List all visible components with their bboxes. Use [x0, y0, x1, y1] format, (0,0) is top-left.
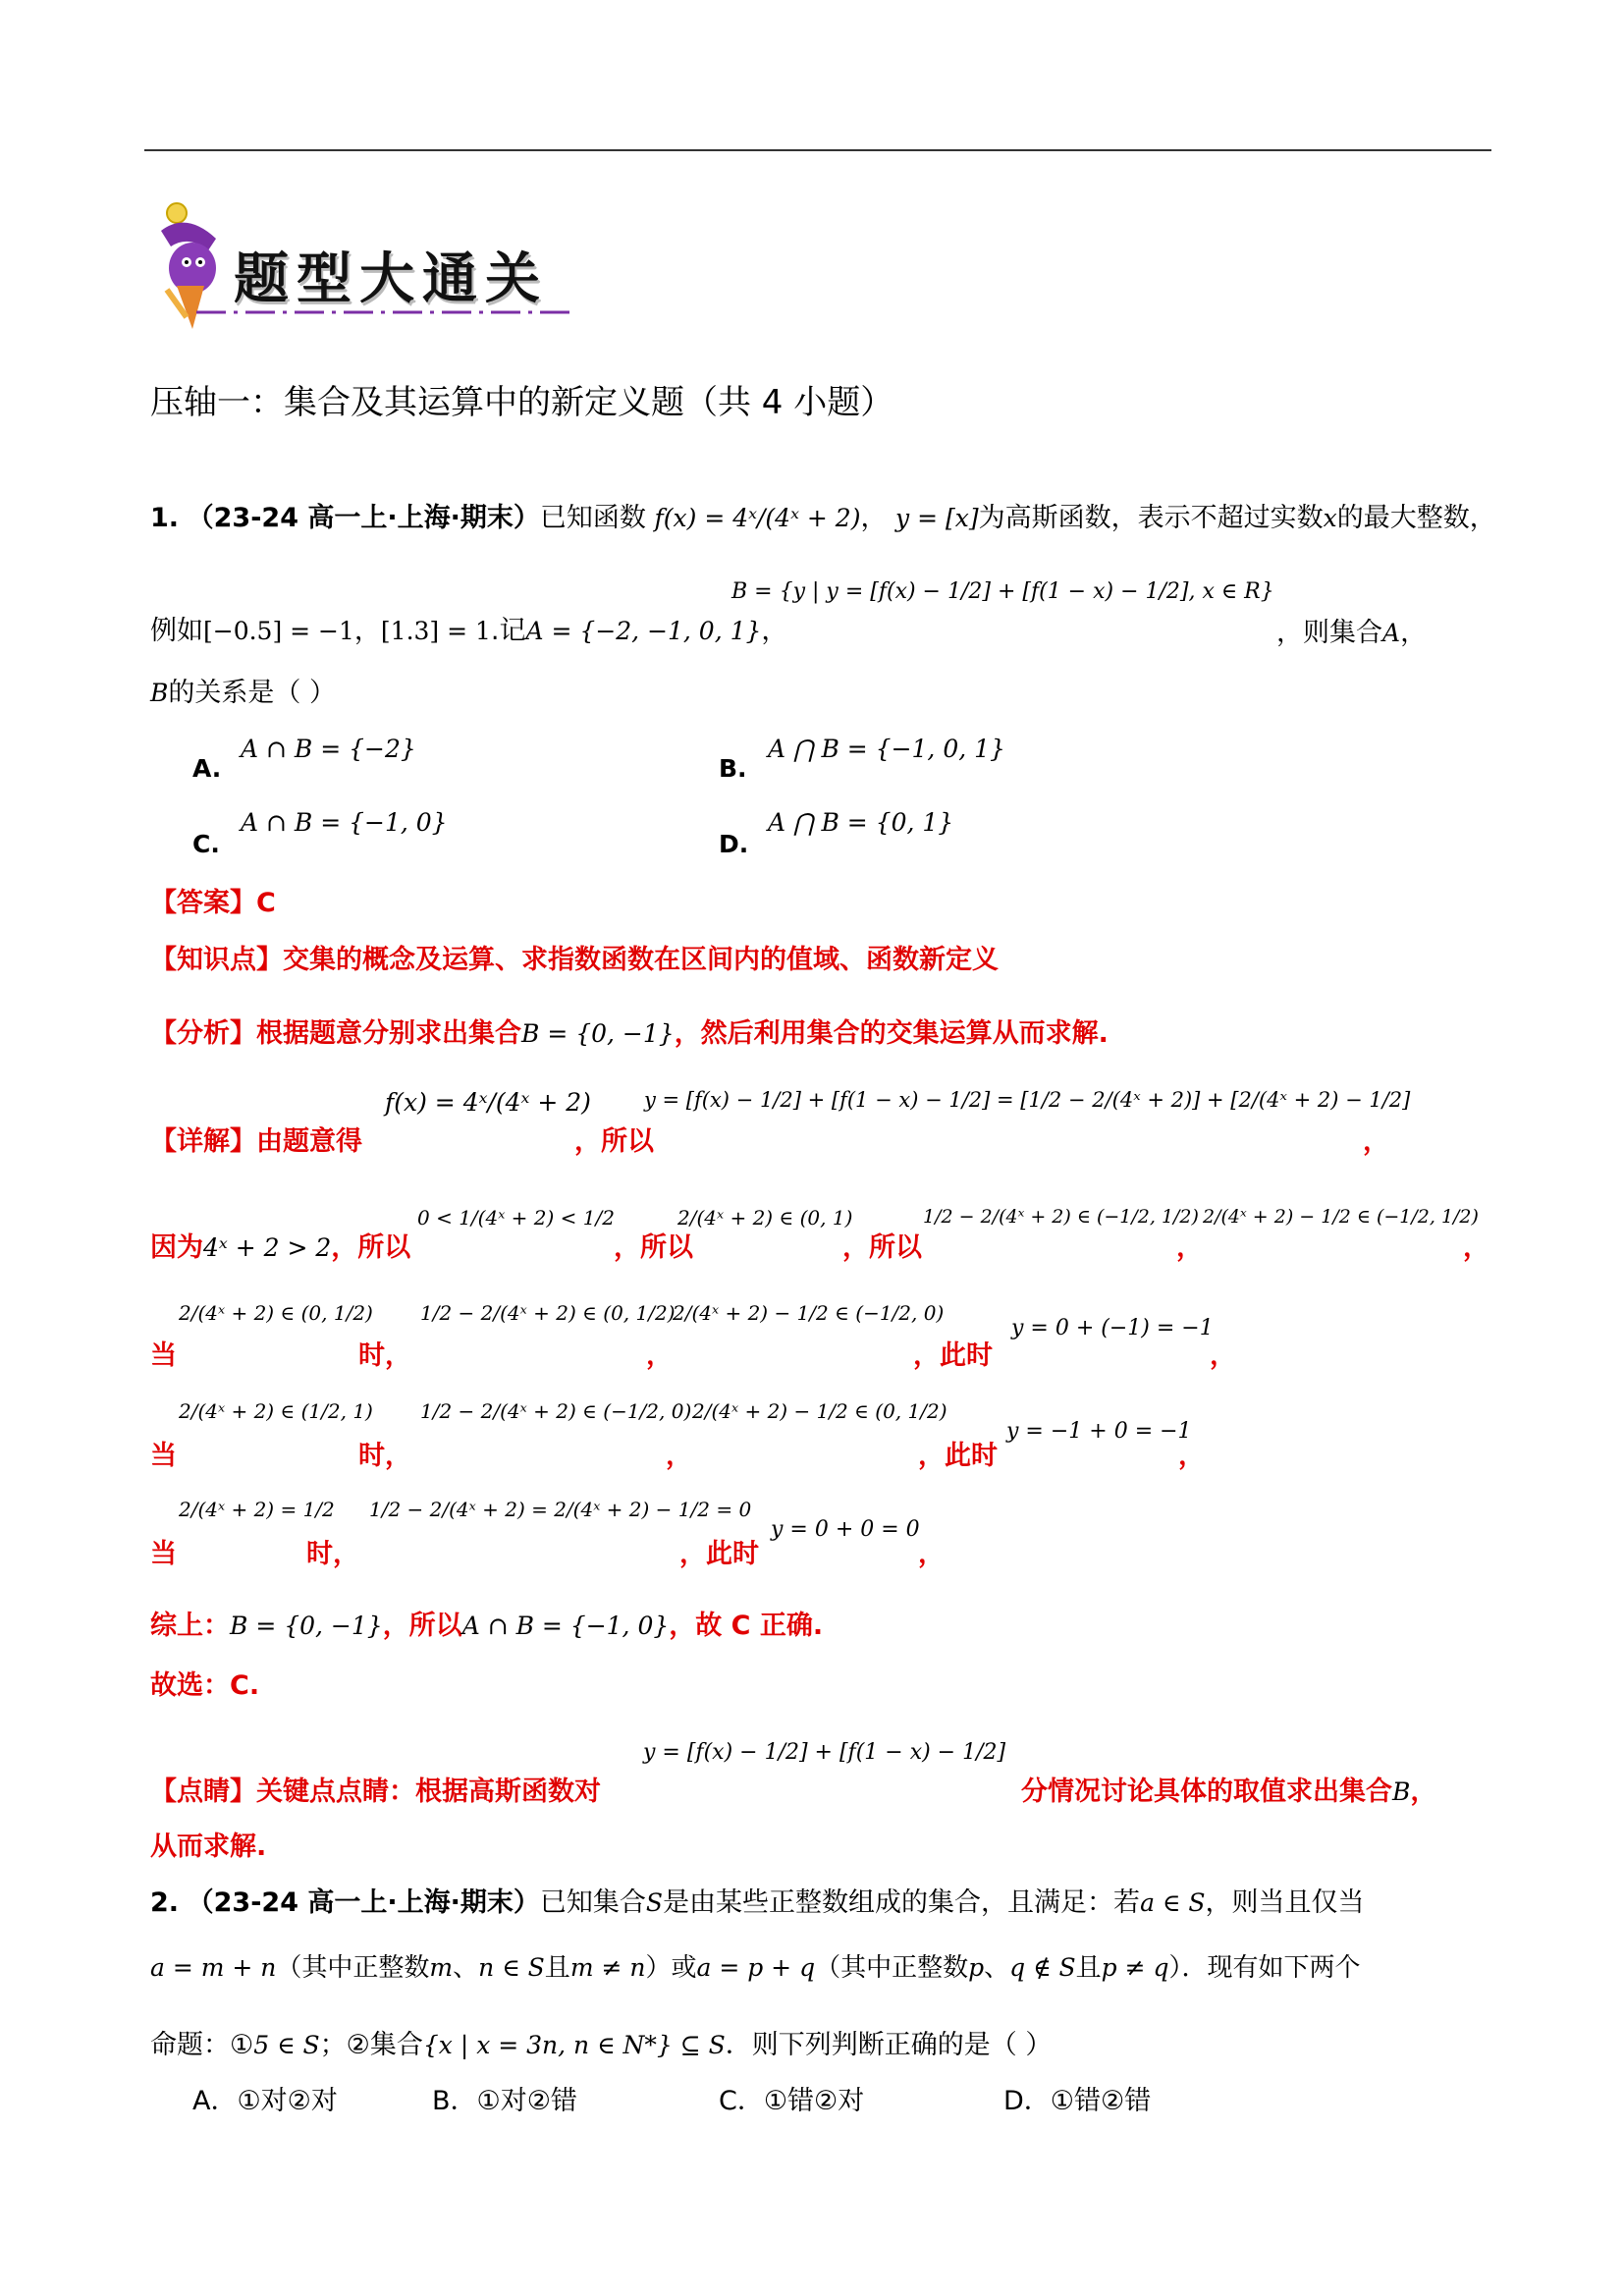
detail-formula: 1/2 − 2/(4ˣ + 2) ∈ (0, 1/2) [420, 1301, 676, 1325]
q1-line-3 [150, 671, 336, 709]
q2-formula: n ∈ S [478, 1953, 545, 1982]
detail-formula: 2/(4ˣ + 2) = 1/2 [179, 1498, 335, 1521]
case1-text-3 [913, 1334, 993, 1372]
case2-end [1178, 1434, 1205, 1472]
detail-formula: 1/2 − 2/(4ˣ + 2) ∈ (−1/2, 1/2) [923, 1206, 1199, 1228]
detail-text: ，故 C 正确. [669, 1611, 824, 1641]
detail-line-2 [150, 1226, 410, 1264]
q2-text: ）或 [645, 1953, 697, 1983]
comment-text: ， [1410, 1777, 1437, 1807]
q1-option-c[interactable]: A ∩ B = {−1, 0} [241, 808, 448, 837]
case1-text-1 [358, 1334, 411, 1372]
knowledge-line [150, 938, 999, 976]
q1-text: ， [860, 503, 888, 533]
detail-text: ，此时 [918, 1441, 998, 1471]
q1-line-1 [150, 496, 1496, 534]
q1-text: .记 [490, 616, 526, 646]
q2-var: p [968, 1953, 985, 1982]
case2-formula-1 [179, 1399, 373, 1423]
detail-text: ， [1363, 1126, 1389, 1157]
q2-source: （23-24 高一上·上海·期末） [187, 1887, 540, 1918]
comment-tag: 【点睛】 [150, 1777, 256, 1807]
case2-formula-2 [420, 1399, 691, 1423]
comment-text: 关键点点睛：根据高斯函数对 [256, 1777, 601, 1807]
comment-text: 分情况讨论具体的取值求出集合 [1021, 1777, 1392, 1807]
detail-formula: 2/(4ˣ + 2) − 1/2 ∈ (−1/2, 0) [673, 1301, 945, 1325]
q2-number: 2. [150, 1887, 180, 1918]
detail-text: ， [918, 1539, 945, 1569]
comment-line [150, 1770, 601, 1808]
detail-text: 时， [358, 1340, 411, 1371]
q1-option-b-label[interactable]: B. [719, 754, 747, 783]
analysis-text: 根据题意分别求出集合 [256, 1018, 521, 1049]
q1-text: ， [761, 616, 788, 646]
case2-text-2 [666, 1434, 692, 1472]
q1-source: （23-24 高一上·上海·期末） [187, 503, 540, 533]
case2-formula-3 [692, 1399, 947, 1423]
detail-case-1 [150, 1334, 177, 1372]
detail-formula: 2/(4ˣ + 2) − 1/2 ∈ (0, 1/2) [692, 1399, 947, 1423]
q1-option-a-label[interactable]: A. [192, 754, 222, 783]
analysis-text: ，然后利用集合的交集运算从而求解. [674, 1018, 1109, 1049]
q1-example-1: [−0.5] = −1 [203, 617, 354, 645]
case1-end [1210, 1334, 1236, 1372]
detail-text: ，所以 [614, 1232, 693, 1263]
detail-line-1 [150, 1120, 362, 1158]
q2-formula: 5 ∈ S [253, 2031, 320, 2059]
knowledge-tag: 【知识点】 [150, 945, 283, 975]
banner [147, 191, 599, 334]
q1-text: 的关系是（ ） [168, 678, 336, 708]
detail-text: 当 [150, 1441, 177, 1471]
q1-text: ， [1400, 618, 1428, 648]
detail-l2-end [1463, 1226, 1489, 1264]
q1-text: 为高斯函数，表示不超过实数 [978, 503, 1324, 533]
case3-formula-2 [369, 1498, 751, 1521]
case3-end [918, 1532, 945, 1570]
answer-line [150, 881, 276, 919]
detail-l2-formula-2 [417, 1206, 615, 1230]
q1-line-2-end [1276, 611, 1427, 649]
detail-tag: 【详解】 [150, 1126, 256, 1157]
q2-formula: a ∈ S [1140, 1888, 1206, 1917]
detail-text: ， [666, 1441, 692, 1471]
detail-l2-formula-5 [1203, 1206, 1479, 1228]
detail-text: ，此时 [679, 1539, 759, 1569]
comment-formula [643, 1740, 1005, 1765]
case1-formula-2 [420, 1301, 676, 1325]
q2-choice-b[interactable]: B．①对②错 [432, 2086, 577, 2116]
detail-text: ，所以 [331, 1232, 411, 1263]
q2-text: （其中正整数 [276, 1953, 430, 1983]
q2-text: 且 [544, 1953, 570, 1983]
answer-tag: 【答案】 [150, 888, 256, 918]
q2-var: m [429, 1953, 454, 1982]
q2-line-3 [150, 2023, 1052, 2061]
q2-text: 已知集合 [539, 1887, 646, 1918]
q2-text: 是由某些正整数组成的集合，且满足：若 [663, 1887, 1141, 1918]
detail-formula: A ∩ B = {−1, 0} [461, 1612, 670, 1640]
banner-title: 题型大通关 [234, 246, 548, 311]
detail-l2-text-2 [614, 1226, 693, 1264]
detail-formula: 4ˣ + 2 > 2 [203, 1233, 332, 1262]
q1-option-d[interactable]: A ⋂ B = {0, 1} [768, 808, 954, 837]
detail-summary [150, 1604, 823, 1642]
analysis-formula: B = {0, −1} [521, 1019, 675, 1048]
q1-set-b [731, 579, 1274, 604]
q1-var: x [1323, 504, 1337, 532]
comment-formula-text: y = [f(x) − 1/2] + [f(1 − x) − 1/2] [643, 1740, 1006, 1765]
comment-line-end [1021, 1770, 1436, 1808]
detail-text: ， [1176, 1232, 1203, 1263]
q1-option-b[interactable]: A ⋂ B = {−1, 0, 1} [768, 735, 1005, 763]
q1-text: 已知函数 [539, 503, 646, 533]
detail-text: ，所以 [842, 1232, 922, 1263]
q1-number: 1. [150, 503, 180, 533]
q1-option-d-label[interactable]: D. [719, 830, 749, 858]
detail-l2-formula-4 [923, 1206, 1199, 1228]
detail-l1-formula-2 [644, 1088, 1410, 1112]
detail-text: ， [1210, 1340, 1236, 1371]
detail-l2-formula-3 [677, 1206, 852, 1230]
q1-gauss-formula: y = [x] [895, 504, 979, 532]
section-title: 压轴一：集合及其运算中的新定义题（共 4 小题） [150, 383, 894, 422]
q2-text: 、 [453, 1953, 479, 1983]
case3-text-1 [306, 1532, 359, 1570]
case2-text-3 [918, 1434, 998, 1472]
detail-text: 时， [358, 1441, 411, 1471]
detail-text: ， [1178, 1441, 1205, 1471]
detail-l1-end [1363, 1120, 1389, 1158]
case1-formula-4 [1011, 1316, 1214, 1340]
detail-l1-text [574, 1120, 654, 1158]
detail-text: ， [1463, 1232, 1489, 1263]
q1-text: 的最大整数， [1336, 503, 1496, 533]
analysis-line [150, 1011, 1109, 1050]
case2-text-1 [358, 1434, 411, 1472]
answer-value: C [256, 888, 276, 918]
q2-text: 命题：① [150, 2030, 254, 2060]
detail-formula: 2/(4ˣ + 2) ∈ (0, 1/2) [179, 1301, 373, 1325]
detail-formula: y = 0 + (−1) = −1 [1011, 1316, 1214, 1340]
case1-text-2 [646, 1334, 673, 1372]
detail-formula: y = [f(x) − 1/2] + [f(1 − x) − 1/2] = [1/2 − 2/(4ˣ + 2)] + [2/(4ˣ + 2) − 1/2] [644, 1088, 1411, 1112]
q2-formula: a = m + n [150, 1953, 277, 1982]
detail-l2-text-4 [1176, 1226, 1203, 1264]
case3-formula-3 [771, 1517, 920, 1542]
detail-formula: 2/(4ˣ + 2) ∈ (0, 1) [677, 1206, 853, 1230]
detail-text: ， [646, 1340, 673, 1371]
q2-text: ，则当且仅当 [1205, 1887, 1365, 1918]
comment-line-2: 从而求解. [150, 1831, 267, 1862]
q2-formula: a = p + q [696, 1953, 816, 1982]
detail-case-2 [150, 1434, 177, 1472]
q2-line-1 [150, 1881, 1365, 1919]
q1-text: ，则集合 [1276, 618, 1382, 648]
header-rule [144, 149, 1491, 151]
q2-var: S [645, 1888, 664, 1917]
case2-formula-4 [1006, 1419, 1192, 1444]
detail-l1-formula-1 [385, 1088, 591, 1117]
detail-text: 当 [150, 1539, 177, 1569]
q2-choice-d[interactable]: D．①错②错 [1003, 2086, 1152, 2116]
detail-text: ，此时 [913, 1340, 993, 1371]
comment-var: B [1392, 1777, 1411, 1806]
detail-text: ，所以 [382, 1611, 462, 1641]
q1-option-a[interactable]: A ∩ B = {−2} [241, 735, 416, 763]
q2-text: ；②集合 [319, 2030, 423, 2060]
detail-text: 综上： [150, 1611, 230, 1641]
detail-text: 时， [306, 1539, 359, 1569]
detail-formula: 2/(4ˣ + 2) ∈ (1/2, 1) [179, 1399, 373, 1423]
detail-l2-text-3 [842, 1226, 922, 1264]
q2-formula: p ≠ q [1101, 1953, 1169, 1982]
q2-formula: q ∉ S [1009, 1953, 1076, 1982]
q2-text: ）．现有如下两个 [1168, 1953, 1361, 1983]
detail-formula: 2/(4ˣ + 2) − 1/2 ∈ (−1/2, 1/2) [1203, 1206, 1479, 1228]
banner-underline [196, 307, 569, 317]
detail-text: 当 [150, 1340, 177, 1371]
case1-formula-3 [673, 1301, 944, 1325]
detail-formula: y = 0 + 0 = 0 [771, 1517, 920, 1542]
detail-text: 因为 [150, 1232, 203, 1263]
q1-option-c-label[interactable]: C. [192, 830, 220, 858]
q2-choice-c[interactable]: C．①错②对 [719, 2086, 865, 2116]
detail-formula: B = {0, −1} [230, 1612, 383, 1640]
q1-example-2: [1.3] = 1 [380, 617, 491, 645]
detail-formula: y = −1 + 0 = −1 [1006, 1419, 1192, 1444]
detail-case-3 [150, 1532, 177, 1570]
q2-formula: m ≠ n [569, 1953, 646, 1982]
detail-formula: f(x) = 4ˣ/(4ˣ + 2) [385, 1088, 591, 1117]
q2-line-2 [150, 1947, 1361, 1984]
q1-set-a: A = {−2, −1, 0, 1} [525, 617, 762, 645]
case3-formula-1 [179, 1498, 335, 1521]
q2-text: 、 [984, 1953, 1010, 1983]
q2-text: 且 [1075, 1953, 1102, 1983]
q2-text: （其中正整数 [815, 1953, 969, 1983]
q2-choice-a[interactable]: A．①对②对 [192, 2086, 338, 2116]
detail-choose: 故选：C. [150, 1670, 260, 1701]
q1-text: 例如 [150, 616, 203, 646]
detail-text: ，所以 [574, 1126, 654, 1157]
q1-text: ， [353, 616, 381, 646]
detail-formula: 1/2 − 2/(4ˣ + 2) = 2/(4ˣ + 2) − 1/2 = 0 [369, 1498, 752, 1521]
q1-set-b-formula: B = {y | y = [f(x) − 1/2] + [f(1 − x) − 1/2], x ∈ R} [731, 579, 1274, 604]
detail-formula: 0 < 1/(4ˣ + 2) < 1/2 [417, 1206, 615, 1230]
case1-formula-1 [179, 1301, 373, 1325]
q1-var: A [1382, 619, 1401, 647]
case3-text-2 [679, 1532, 759, 1570]
analysis-tag: 【分析】 [150, 1018, 256, 1049]
detail-formula: 1/2 − 2/(4ˣ + 2) ∈ (−1/2, 0) [420, 1399, 692, 1423]
detail-text: 由题意得 [256, 1126, 362, 1157]
q1-function-formula: f(x) = 4ˣ/(4ˣ + 2) [654, 504, 861, 532]
q2-set-formula: {x | x = 3n, n ∈ N*} ⊆ S [422, 2031, 726, 2059]
q1-line-2 [150, 609, 787, 647]
q2-text: ．则下列判断正确的是（ ） [725, 2030, 1053, 2060]
knowledge-text: 交集的概念及运算、求指数函数在区间内的值域、函数新定义 [283, 945, 999, 975]
q1-var: B [150, 679, 169, 707]
